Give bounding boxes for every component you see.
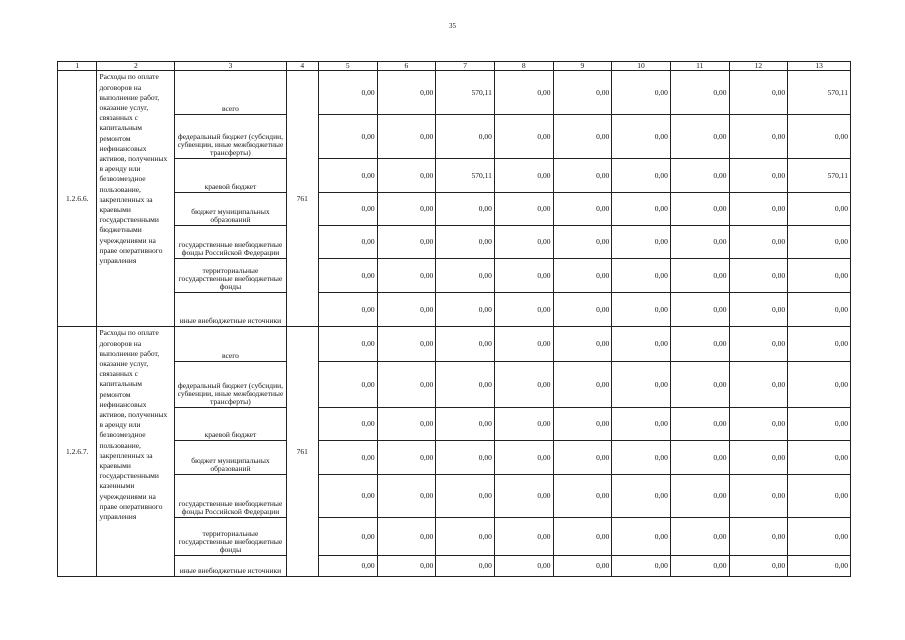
value-cell: 0,00: [670, 556, 729, 577]
value-cell: 0,00: [436, 293, 495, 327]
value-cell: 0,00: [670, 475, 729, 518]
value-cell: 0,00: [670, 115, 729, 159]
header-cell: 1: [58, 62, 97, 71]
value-cell: 0,00: [788, 518, 851, 556]
value-cell: 0,00: [729, 556, 788, 577]
value-cell: 0,00: [377, 408, 436, 441]
value-cell: 0,00: [494, 408, 553, 441]
value-cell: 0,00: [318, 193, 377, 226]
value-cell: 0,00: [318, 71, 377, 115]
value-cell: 0,00: [612, 475, 671, 518]
value-cell: 0,00: [436, 115, 495, 159]
value-cell: 570,11: [436, 159, 495, 193]
value-cell: 0,00: [377, 293, 436, 327]
funding-source: федеральный бюджет (субсидии, субвенции, иные межбюджетные трансферты): [175, 362, 286, 408]
value-cell: 0,00: [788, 408, 851, 441]
value-cell: 0,00: [788, 327, 851, 362]
value-cell: 0,00: [670, 193, 729, 226]
value-cell: 0,00: [670, 362, 729, 408]
funding-source: бюджет муниципальных образований: [175, 193, 286, 226]
value-cell: 0,00: [377, 327, 436, 362]
value-cell: 0,00: [729, 441, 788, 475]
value-cell: 0,00: [670, 159, 729, 193]
header-cell: 9: [553, 62, 612, 71]
value-cell: 0,00: [436, 327, 495, 362]
value-cell: 0,00: [436, 193, 495, 226]
value-cell: 0,00: [436, 362, 495, 408]
page-number: 35: [449, 22, 456, 30]
table-row: [58, 115, 851, 159]
value-cell: 0,00: [553, 362, 612, 408]
table-row: [58, 193, 851, 226]
value-cell: 0,00: [553, 441, 612, 475]
value-cell: 0,00: [670, 327, 729, 362]
value-cell: 0,00: [612, 259, 671, 293]
header-cell: 13: [788, 62, 851, 71]
value-cell: 0,00: [377, 115, 436, 159]
value-cell: 0,00: [318, 441, 377, 475]
item-description: Расходы по оплате договоров на выполнение работ, оказание услуг, связанных с капитальным ремонтом нефинансовых активов, полученных в аренду или безвозмездное пользование, закрепленных за краевыми государственными бюджетными учреждениями на праве оперативного управления: [97, 71, 175, 327]
item-code: 1.2.6.6.: [58, 71, 97, 327]
table-row: [58, 475, 851, 518]
value-cell: 0,00: [494, 115, 553, 159]
value-cell: 0,00: [494, 475, 553, 518]
table-row: [58, 71, 851, 115]
value-cell: 0,00: [318, 475, 377, 518]
value-cell: 0,00: [788, 293, 851, 327]
value-cell: 570,11: [788, 159, 851, 193]
column-4-value: 761: [286, 71, 318, 327]
value-cell: 0,00: [377, 159, 436, 193]
value-cell: 0,00: [729, 408, 788, 441]
value-cell: 0,00: [788, 475, 851, 518]
value-cell: 0,00: [494, 259, 553, 293]
table-row: [58, 259, 851, 293]
value-cell: 0,00: [553, 475, 612, 518]
value-cell: 0,00: [729, 259, 788, 293]
value-cell: 0,00: [612, 71, 671, 115]
value-cell: 0,00: [788, 115, 851, 159]
value-cell: 0,00: [318, 293, 377, 327]
funding-source: государственные внебюджетные фонды Российской Федерации: [175, 475, 286, 518]
budget-table: [57, 61, 851, 577]
header-cell: 6: [377, 62, 436, 71]
value-cell: 0,00: [436, 441, 495, 475]
value-cell: 0,00: [436, 475, 495, 518]
table-row: [58, 159, 851, 193]
table-row: [58, 556, 851, 577]
value-cell: 0,00: [612, 408, 671, 441]
value-cell: 0,00: [612, 115, 671, 159]
value-cell: 0,00: [377, 193, 436, 226]
value-cell: 0,00: [494, 226, 553, 259]
value-cell: 0,00: [612, 293, 671, 327]
funding-source: иные внебюджетные источники: [175, 293, 286, 327]
value-cell: 0,00: [729, 327, 788, 362]
column-4-value: 761: [286, 327, 318, 577]
value-cell: 0,00: [377, 475, 436, 518]
header-cell: 12: [729, 62, 788, 71]
value-cell: 0,00: [729, 475, 788, 518]
value-cell: 0,00: [436, 408, 495, 441]
value-cell: 0,00: [436, 259, 495, 293]
value-cell: 0,00: [494, 159, 553, 193]
value-cell: 0,00: [494, 362, 553, 408]
value-cell: 0,00: [377, 518, 436, 556]
funding-source: территориальные государственные внебюджетные фонды: [175, 259, 286, 293]
funding-source: краевой бюджет: [175, 159, 286, 193]
value-cell: 0,00: [788, 259, 851, 293]
value-cell: 0,00: [670, 259, 729, 293]
value-cell: 0,00: [788, 193, 851, 226]
value-cell: 0,00: [670, 226, 729, 259]
funding-source: территориальные государственные внебюджетные фонды: [175, 518, 286, 556]
value-cell: 0,00: [436, 226, 495, 259]
value-cell: 0,00: [612, 556, 671, 577]
value-cell: 0,00: [670, 408, 729, 441]
header-cell: 8: [494, 62, 553, 71]
funding-source: всего: [175, 71, 286, 115]
value-cell: 0,00: [377, 71, 436, 115]
value-cell: 0,00: [612, 518, 671, 556]
funding-source: краевой бюджет: [175, 408, 286, 441]
header-cell: 11: [670, 62, 729, 71]
value-cell: 0,00: [729, 159, 788, 193]
funding-source: федеральный бюджет (субсидии, субвенции, иные межбюджетные трансферты): [175, 115, 286, 159]
value-cell: 0,00: [377, 226, 436, 259]
value-cell: 0,00: [670, 71, 729, 115]
value-cell: 0,00: [318, 259, 377, 293]
value-cell: 0,00: [318, 159, 377, 193]
value-cell: 0,00: [670, 441, 729, 475]
value-cell: 0,00: [553, 71, 612, 115]
value-cell: 0,00: [729, 71, 788, 115]
item-description: Расходы по оплате договоров на выполнение работ, оказание услуг, связанных с капитальным ремонтом нефинансовых активов, полученных в аренду или безвозмездное пользование, закрепленных за краевыми государственными казенными учреждениями на праве оперативного управления: [97, 327, 175, 577]
value-cell: 0,00: [612, 159, 671, 193]
value-cell: 0,00: [612, 362, 671, 408]
header-cell: 5: [318, 62, 377, 71]
value-cell: 0,00: [318, 327, 377, 362]
value-cell: 0,00: [729, 193, 788, 226]
value-cell: 0,00: [553, 159, 612, 193]
funding-source: государственные внебюджетные фонды Российской Федерации: [175, 226, 286, 259]
value-cell: 0,00: [553, 408, 612, 441]
value-cell: 0,00: [318, 408, 377, 441]
value-cell: 0,00: [729, 226, 788, 259]
value-cell: 0,00: [553, 293, 612, 327]
value-cell: 0,00: [553, 259, 612, 293]
value-cell: 0,00: [612, 226, 671, 259]
value-cell: 0,00: [494, 327, 553, 362]
value-cell: 0,00: [729, 293, 788, 327]
value-cell: 0,00: [788, 362, 851, 408]
value-cell: 0,00: [729, 518, 788, 556]
value-cell: 0,00: [612, 327, 671, 362]
value-cell: 0,00: [377, 556, 436, 577]
value-cell: 0,00: [318, 362, 377, 408]
value-cell: 0,00: [494, 71, 553, 115]
value-cell: 0,00: [318, 226, 377, 259]
table-row: [58, 441, 851, 475]
value-cell: 0,00: [612, 193, 671, 226]
value-cell: 0,00: [788, 556, 851, 577]
value-cell: 0,00: [377, 259, 436, 293]
value-cell: 0,00: [436, 518, 495, 556]
funding-source: иные внебюджетные источники: [175, 556, 286, 577]
table-row: [58, 362, 851, 408]
table-row: [58, 327, 851, 362]
funding-source: всего: [175, 327, 286, 362]
value-cell: 0,00: [670, 518, 729, 556]
value-cell: 0,00: [553, 115, 612, 159]
value-cell: 0,00: [553, 327, 612, 362]
value-cell: 0,00: [494, 293, 553, 327]
value-cell: 0,00: [729, 362, 788, 408]
value-cell: 0,00: [377, 362, 436, 408]
table-row: [58, 293, 851, 327]
table-row: [58, 518, 851, 556]
header-cell: 3: [175, 62, 286, 71]
value-cell: 570,11: [788, 71, 851, 115]
value-cell: 0,00: [553, 226, 612, 259]
item-code: 1.2.6.7.: [58, 327, 97, 577]
value-cell: 0,00: [318, 556, 377, 577]
value-cell: 0,00: [494, 193, 553, 226]
value-cell: 0,00: [553, 556, 612, 577]
value-cell: 0,00: [494, 518, 553, 556]
value-cell: 570,11: [436, 71, 495, 115]
value-cell: 0,00: [729, 115, 788, 159]
value-cell: 0,00: [788, 226, 851, 259]
value-cell: 0,00: [670, 293, 729, 327]
value-cell: 0,00: [494, 441, 553, 475]
header-cell: 7: [436, 62, 495, 71]
value-cell: 0,00: [553, 193, 612, 226]
funding-source: бюджет муниципальных образований: [175, 441, 286, 475]
header-cell: 10: [612, 62, 671, 71]
value-cell: 0,00: [318, 115, 377, 159]
value-cell: 0,00: [436, 556, 495, 577]
value-cell: 0,00: [553, 518, 612, 556]
value-cell: 0,00: [318, 518, 377, 556]
header-cell: 4: [286, 62, 318, 71]
value-cell: 0,00: [788, 441, 851, 475]
table-row: [58, 226, 851, 259]
header-cell: 2: [97, 62, 175, 71]
value-cell: 0,00: [612, 441, 671, 475]
value-cell: 0,00: [377, 441, 436, 475]
header-row: [58, 62, 851, 71]
value-cell: 0,00: [494, 556, 553, 577]
table-row: [58, 408, 851, 441]
